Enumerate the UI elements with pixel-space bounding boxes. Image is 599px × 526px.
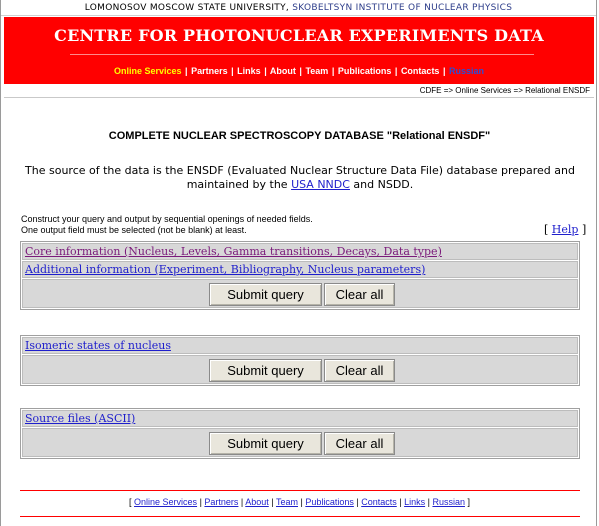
query-panel-main [20,241,580,310]
footer-link-links[interactable]: Links [404,497,426,507]
footer-link-publications[interactable]: Publications [305,497,354,507]
nav-about[interactable]: About [269,66,296,76]
nav-partners[interactable]: Partners [191,66,228,76]
footer-bracket-open: [ [129,497,135,507]
additional-info-link[interactable]: Additional information (Experiment, Bibliography, Nucleus parameters) [25,263,426,276]
footer-bracket-close: ] [464,497,470,507]
footer-nav [0,497,599,507]
site-title: CENTRE FOR PHOTONUCLEAR EXPERIMENTS DATA [54,26,544,45]
footer-divider-top [20,490,580,491]
core-info-row [22,243,578,260]
footer-separator: | [425,497,433,507]
nav-separator: | [299,66,302,76]
data-source-description [20,164,580,192]
footer-link-team[interactable]: Team [275,497,298,507]
source-text-prefix: The source of the data is the ENSDF (Evaluated Nuclear Structure Data File) database prepared and maintained by the [25,164,575,191]
institute-name: SKOBELTSYN INSTITUTE OF NUCLEAR PHYSICS [292,3,513,13]
nav-separator: | [185,66,188,76]
footer-divider-bottom [20,516,580,517]
nav-team[interactable]: Team [305,66,329,76]
nav-contacts[interactable]: Contacts [400,66,440,76]
footer-separator: | [396,497,405,507]
nav-separator: | [231,66,234,76]
header-divider [70,54,534,55]
isomeric-states-link[interactable]: Isomeric states of nucleus [25,339,171,352]
footer-link-online-services[interactable]: Online Services [134,497,198,507]
source-text-suffix: and NSDD. [349,178,414,191]
submit-query-button[interactable]: Submit query [209,359,322,382]
footer-link-contacts[interactable]: Contacts [361,497,397,507]
footer-link-about[interactable]: About [245,497,269,507]
button-row [22,355,578,384]
nav-separator: | [264,66,267,76]
university-name: LOMONOSOV MOSCOW STATE UNIVERSITY, [84,3,293,13]
nav-links[interactable]: Links [237,66,261,76]
footer-link-russian[interactable]: Russian [432,497,465,507]
clear-all-button[interactable]: Clear all [324,359,395,382]
isomeric-states-row [22,337,578,354]
clear-all-button[interactable]: Clear all [324,283,395,306]
nav-separator: | [394,66,398,76]
breadcrumb-divider [4,97,594,98]
footer-separator: | [197,497,205,507]
query-panel-source-files [20,408,580,459]
button-row [22,428,578,457]
help-link[interactable]: Help [551,223,579,236]
institution-bar [1,0,596,16]
footer-separator: | [298,497,306,507]
source-files-link[interactable]: Source files (ASCII) [25,412,136,425]
help-bracket-open: [ [544,223,552,236]
submit-query-button[interactable]: Submit query [209,283,322,306]
help-link-wrapper [544,223,586,236]
footer-link-partners[interactable]: Partners [204,497,239,507]
footer-separator: | [268,497,276,507]
breadcrumb: CDFE => Online Services => Relational ENSDF [419,86,590,95]
button-row [22,279,578,308]
usa-nndc-link[interactable]: USA NNDC [291,178,350,191]
nav-russian[interactable]: Russian [449,66,485,76]
footer-separator: | [353,497,362,507]
instruction-line-1: Construct your query and output by sequential openings of needed fields. [21,214,313,224]
additional-info-row [22,261,578,278]
clear-all-button[interactable]: Clear all [324,432,395,455]
nav-publications[interactable]: Publications [337,66,392,76]
main-nav [4,66,594,76]
submit-query-button[interactable]: Submit query [209,432,322,455]
nav-separator: | [331,66,335,76]
instruction-line-2: One output field must be selected (not be blank) at least. [21,225,247,235]
page-title: COMPLETE NUCLEAR SPECTROSCOPY DATABASE "Relational ENSDF" [108,130,491,142]
nav-online-services[interactable]: Online Services [113,66,182,76]
core-info-link[interactable]: Core information (Nucleus, Levels, Gamma transitions, Decays, Data type) [25,245,442,258]
nav-separator: | [442,66,446,76]
help-bracket-close: ] [578,223,587,236]
footer-separator: | [238,497,246,507]
source-files-row [22,410,578,427]
query-instructions [21,214,441,236]
query-panel-isomeric [20,335,580,386]
site-header [4,17,594,84]
